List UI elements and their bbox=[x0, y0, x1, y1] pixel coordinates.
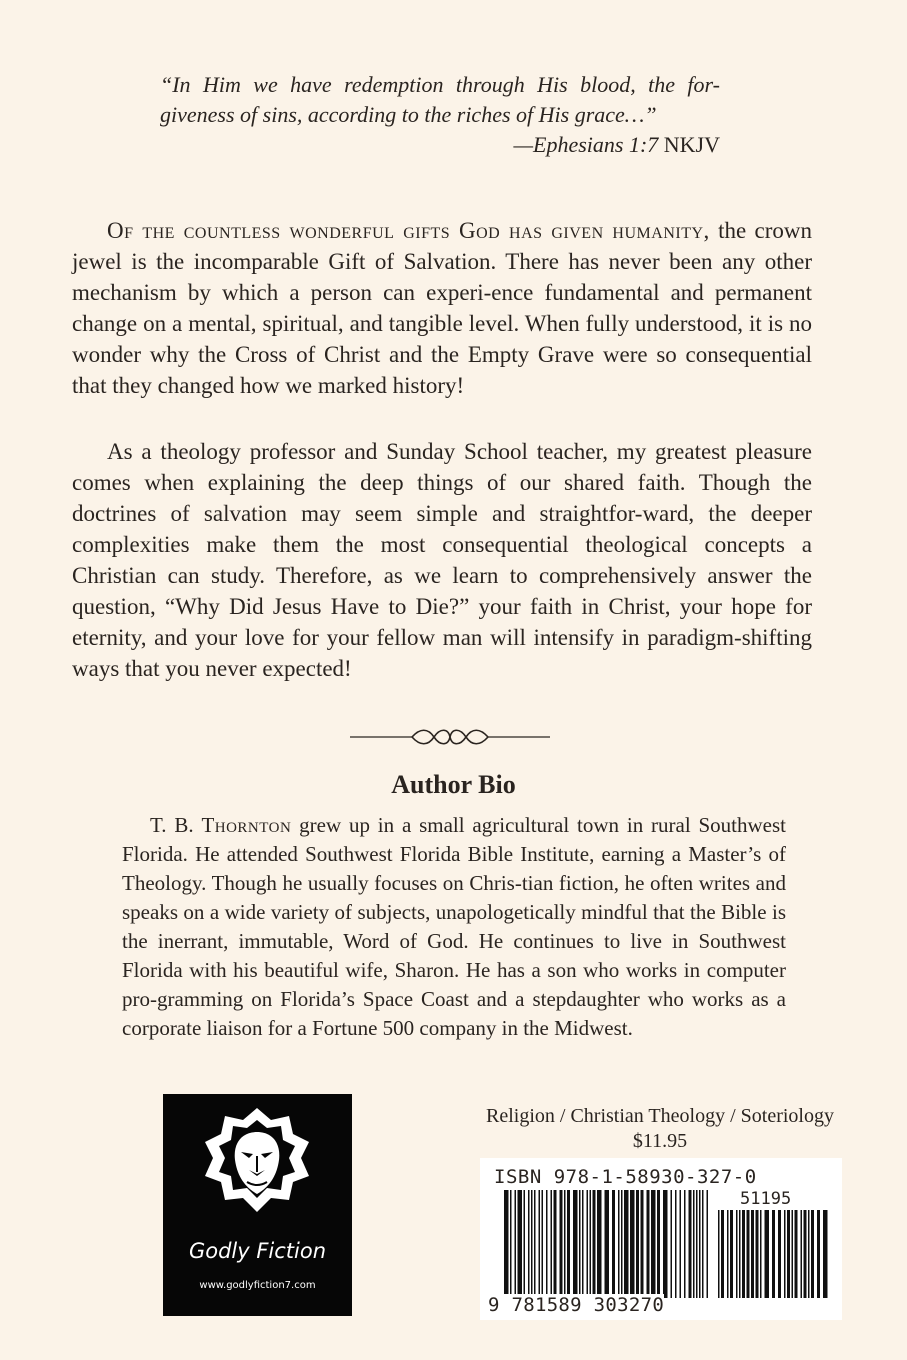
barcode-bar bbox=[510, 1190, 512, 1298]
epigraph bbox=[160, 70, 720, 160]
barcode-bar bbox=[605, 1190, 610, 1298]
barcode-bar bbox=[693, 1190, 695, 1298]
barcode-bar bbox=[518, 1190, 523, 1298]
barcode-bar bbox=[736, 1210, 738, 1298]
barcode-bar bbox=[811, 1210, 814, 1298]
barcode-bar bbox=[680, 1190, 682, 1298]
barcode-bar bbox=[707, 1190, 709, 1298]
author-bio-title: Author Bio bbox=[391, 770, 516, 799]
barcode-bar bbox=[778, 1210, 781, 1298]
barcode-bar bbox=[651, 1190, 656, 1298]
barcode-bar bbox=[504, 1190, 509, 1298]
barcode-bar bbox=[747, 1210, 750, 1298]
barcode-bar bbox=[621, 1190, 623, 1298]
description-paragraph-2: As a theology professor and Sunday School teacher, my greatest pleasure comes when explaining the deep things of our shared faith. Though the doctrines of salvation may seem simple and straightfor-ward, the deeper complexities make them the most consequential theological concepts a Christian can study. Therefore, as we learn to comprehensively answer the question, “Why Did Jesus Have to Die?” your faith in Christ, your hope for eternity, and your love for your fellow man will intensify in paradigm-shifting ways that you never expected! bbox=[72, 439, 812, 681]
barcode-bar bbox=[534, 1190, 536, 1298]
barcode-bar bbox=[696, 1190, 698, 1298]
barcode-bar bbox=[671, 1190, 673, 1298]
barcode-bar bbox=[702, 1190, 704, 1298]
epigraph-reference bbox=[160, 130, 720, 160]
barcode-bar bbox=[542, 1190, 544, 1298]
barcode-bar bbox=[689, 1190, 692, 1298]
barcode-bar bbox=[730, 1210, 733, 1298]
isbn-label: ISBN 978-1-58930-327-0 bbox=[494, 1166, 757, 1188]
barcode-bar bbox=[760, 1210, 762, 1298]
barcode-bar bbox=[751, 1210, 754, 1298]
barcode-bar bbox=[721, 1210, 724, 1298]
barcode-bar bbox=[564, 1190, 566, 1298]
barcode-bar bbox=[630, 1190, 635, 1298]
publisher-url: www.godlyfiction7.com bbox=[199, 1280, 316, 1291]
ean-digits: 9 781589 303270 bbox=[488, 1294, 665, 1316]
author-bio-text bbox=[122, 811, 786, 1043]
isbn-barcode bbox=[480, 1158, 842, 1320]
barcode-bar bbox=[727, 1210, 729, 1298]
barcode-bar bbox=[823, 1210, 828, 1298]
barcode-bar bbox=[554, 1190, 557, 1298]
barcode-bar bbox=[524, 1190, 526, 1298]
author-initials: T. B. bbox=[150, 813, 194, 837]
barcode-bar bbox=[784, 1210, 786, 1298]
barcode-bar bbox=[718, 1210, 720, 1298]
barcode-bar bbox=[531, 1190, 533, 1298]
barcode-bar bbox=[567, 1190, 570, 1298]
barcode-bar bbox=[539, 1190, 541, 1298]
barcode-bar bbox=[675, 1190, 677, 1298]
barcode-bar bbox=[641, 1190, 644, 1298]
barcode-bar bbox=[742, 1210, 745, 1298]
barcode-bar bbox=[618, 1190, 620, 1298]
reference-book: —Ephesians 1:7 bbox=[513, 132, 659, 157]
paragraph-body: the crown jewel is the incomparable Gift of Salvation. There has never been any other mechanism by which a person can experi-ence fundamental and permanent change on a mental, spiritual, and tangible level. When fully understood, it is no wonder why the Cross of Christ and the Empty Grave were so consequential that they changed how we marked history! bbox=[72, 218, 812, 398]
barcode-bar bbox=[657, 1190, 660, 1298]
barcode-bar bbox=[587, 1190, 589, 1298]
book-classification bbox=[470, 1104, 850, 1154]
author-surname: Thornton bbox=[201, 813, 292, 837]
barcode-bar bbox=[582, 1190, 584, 1298]
barcode-bar bbox=[663, 1190, 668, 1298]
publisher-logo bbox=[163, 1094, 352, 1316]
barcode-bar bbox=[699, 1190, 701, 1298]
paragraph-lead: Of the countless wonderful gifts God has given humanity, bbox=[107, 218, 710, 243]
barcode-bar bbox=[515, 1190, 517, 1298]
barcode-bar bbox=[795, 1210, 798, 1298]
barcode-bar bbox=[765, 1210, 770, 1298]
ornament-divider-icon bbox=[350, 726, 550, 748]
barcode-bar bbox=[684, 1190, 686, 1298]
barcode-bar bbox=[804, 1210, 807, 1298]
barcode-bar bbox=[528, 1190, 530, 1298]
barcode-bar bbox=[739, 1210, 741, 1298]
barcode-bar bbox=[624, 1190, 629, 1298]
description-paragraph-1 bbox=[72, 215, 812, 401]
barcode-bar bbox=[756, 1210, 759, 1298]
lion-head-icon bbox=[163, 1094, 352, 1244]
barcode-bar bbox=[546, 1190, 548, 1298]
barcode-bar bbox=[647, 1190, 650, 1298]
reference-version: NKJV bbox=[663, 132, 720, 157]
barcode-bar bbox=[808, 1210, 810, 1298]
barcode-bar bbox=[590, 1190, 592, 1298]
publisher-brand: Godly Fiction bbox=[188, 1239, 327, 1263]
barcode-bar bbox=[636, 1190, 639, 1298]
ean-barcode-bars bbox=[504, 1190, 710, 1300]
price-code-digits: 51195 bbox=[740, 1189, 792, 1209]
barcode-bar bbox=[801, 1210, 803, 1298]
barcode-bar bbox=[551, 1190, 553, 1298]
barcode-bar bbox=[772, 1210, 775, 1298]
barcode-bar bbox=[787, 1210, 790, 1298]
barcode-bar bbox=[612, 1190, 615, 1298]
price-barcode-bars bbox=[718, 1210, 830, 1300]
barcode-bar bbox=[579, 1190, 581, 1298]
barcode-bar bbox=[573, 1190, 578, 1298]
barcode-bar bbox=[792, 1210, 794, 1298]
barcode-bar bbox=[593, 1190, 596, 1298]
category-label: Religion / Christian Theology / Soteriology bbox=[486, 1105, 834, 1127]
barcode-bar bbox=[817, 1210, 820, 1298]
barcode-bar bbox=[597, 1190, 602, 1298]
price-label: $11.95 bbox=[632, 1130, 688, 1152]
author-bio-body: grew up in a small agricultural town in rural Southwest Florida. He attended Southwest Florida Bible Institute, earning a Master’s of Theology. Though he usually focuses on Chris-tian fiction, he often writes and speaks on a wide variety of subjects, unapologetically mindful that the Bible is the inerrant, immutable, Word of God. He continues to live in Southwest Florida with his beautiful wife, Sharon. He has a son who works in computer pro-gramming on Florida’s Space Coast and a stepdaughter who works as a corporate liaison for a Fortune 500 company in the Midwest. bbox=[122, 813, 786, 1040]
epigraph-quote: “In Him we have redemption through His blood, the for-giveness of sins, according to the riches of His grace…” bbox=[160, 72, 720, 127]
barcode-bar bbox=[560, 1190, 563, 1298]
